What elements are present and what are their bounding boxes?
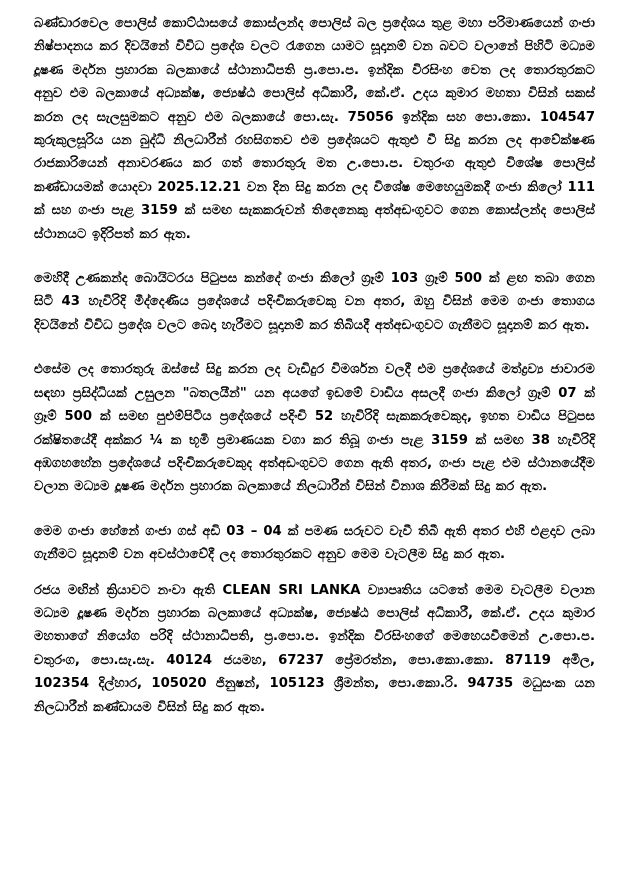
paragraph-officers-involved: රජය මඟින් ක්‍රියාවට නංවා ඇති CLEAN SRI LANKA ව්‍යාපෘතිය යටතේ මෙම වැටලීම වලාන මධ්‍යම දූෂණ මර්දන ප්‍රහාරක බලකායේ අධ්‍යක්ෂ, ජ්‍යෙෂ්ඨ පොලිස් අධිකාරී, කේ.ඒ. උදය කුමාර මහතාගේ නියෝග පරිදි ස්ථානාධිපති, ප්‍ර.පො.ප. ඉන්දික විරසිංහගේ මෙහෙයවීමෙන් උ.පො.ප. චතුරංග, පො.සැ.සැ. 40124 ජයමහ, 67237 ප්‍රේමරත්න, පො.කො.කො. 87119 අමිල, 102354 දිල්හාර, 105020 ජිනුෂන්, 105123 ශ්‍රීමන්ත, පො.කො.රි. 94735 මධුසංක යන නිලධාරීන් කණ්ඩායම විසින් සිදු කර ඇත. (34, 582, 595, 715)
paragraph-cultivation-details: මෙම ගංජා හේනේ ගංජා ගස් අඩි 03 – 04 ක් පමණ සරුවට වැවී තිබී ඇති අතර එහි එළදාව ලබා ගැනීමට සූදානම් වන අවස්ථාවේදී ලද තොරතුරකට අනුව මෙම වැටලීම සිදු කර ඇත. (34, 523, 595, 563)
paragraph-first-arrest: මෙහිදී උණකන්ද බොයිටරය පිටුපස කන්දේ ගංජා කිලෝ ග්‍රෑම් 103 ග්‍රෑම් 500 ක් ළඟ තබා ගෙන සිටි 43 හැවිරිදි මීද්දෙණිය ප්‍රදේශයේ පදිංචිකරුවෙකු වන අතර, ඔහු විසින් මෙම ගංජා තොගය දිවයිනේ විවිධ ප්‍රදේශ වලට බෙදා හැරීමට සූදානම් කර තිබියදී අත්අඩංගුවට ගැනීමට සූදානම් කර ඇත. (34, 271, 595, 333)
paragraph-raid-report: බණ්ඩාරවෙල පොලිස් කොට්ඨාසයේ කොස්ලන්ද පොලිස් බල ප්‍රදේශය තුළ මහා පරිමාණයෙන් ගංජා නිෂ්පාදනය කර දිවයිනේ විවිධ ප්‍රදේශ වලට රැගෙන යාමට සූදානම් වන බවට වලානේ පිහිටි මධ්‍යම දූෂණ මර්දන ප්‍රහාරක බලකායේ ස්ථානාධිපති ප්‍ර.පො.ප. ඉන්දික විරසිංහ වෙත ලද තොරතුරකට අනුව එම බලකායේ අධ්‍යක්ෂ, ජ්‍යෙෂ්ඨ පොලිස් අධිකාරී, කේ.ඒ. උදය කුමාර මහතා විසින් සකස් කරන ලද සැලසුමකට අනුව එම බලකායේ පො.සැ. 75056 ඉන්දික සහ පො.කො. 104547 කුරුකුලසූරිය යන බුද්ධි නිලධාරීන් රහසිගතව එම ප්‍රදේශයට ඇතුළු වී සිදු කරන ලද ආවේක්ෂණ රාජකාරියෙන් අනාවරණය කර ගත් තොරතුරු මත උ.පො.ප. චතුරංග ඇතුළු විශේෂ පොලිස් කණ්ඩායමක් යොදවා 2025.12.21 වන දින සිදු කරන ලද විශේෂ මෙහෙයුමකදී ගංජා කිලෝ 111 ක් සහ ගංජා පැළ 3159 ක් සමඟ සැකකරුවන් තිදෙනෙකු අත්අඩංගුවට ගෙන කොස්ලන්ද පොලිස් ස්ථානයට ඉදිරිපත් කර ඇත. (34, 16, 595, 242)
paragraph-further-investigation: එසේම ලද තොරතුරු ඔස්සේ සිදු කරන ලද වැඩිදුර විමර්ශන වලදී එම ප්‍රදේශයේ මත්ද්‍රව්‍ය ජාවාරම සඳහා ප්‍රසිද්ධියක් උසුලන "බතලයීන්" යන අයගේ ඉඩමේ වාඩිය අසලදී ගංජා කිලෝ ග්‍රෑම් 07 ක් ග්‍රෑම් 500 ක් සමඟ පුළුම්පිටිය ප්‍රදේශයේ පදිංචි 52 හැවිරිදි සැකකරුවෙකුද, ඉහත වාඩිය පිටුපස රක්ෂිතයේදී අක්කර ¼ ක භූමි ප්‍රමාණයක වගා කර තිබූ ගංජා පැළ 3159 ක් සමඟ 38 හැවිරිදි අඹගහහේන ප්‍රදේශයේ පදිංචිකරුවෙකුද අත්අඩංගුවට ගෙන ඇති අතර, ගංජා පැළ එම ස්ථානයේදීම වලාන මධ්‍යම දූෂණ මර්දන ප්‍රහාරක බලකායේ නිලධාරීන් විසින් විනාශ කිරීමක් සිදු කර ඇත. (34, 362, 595, 495)
